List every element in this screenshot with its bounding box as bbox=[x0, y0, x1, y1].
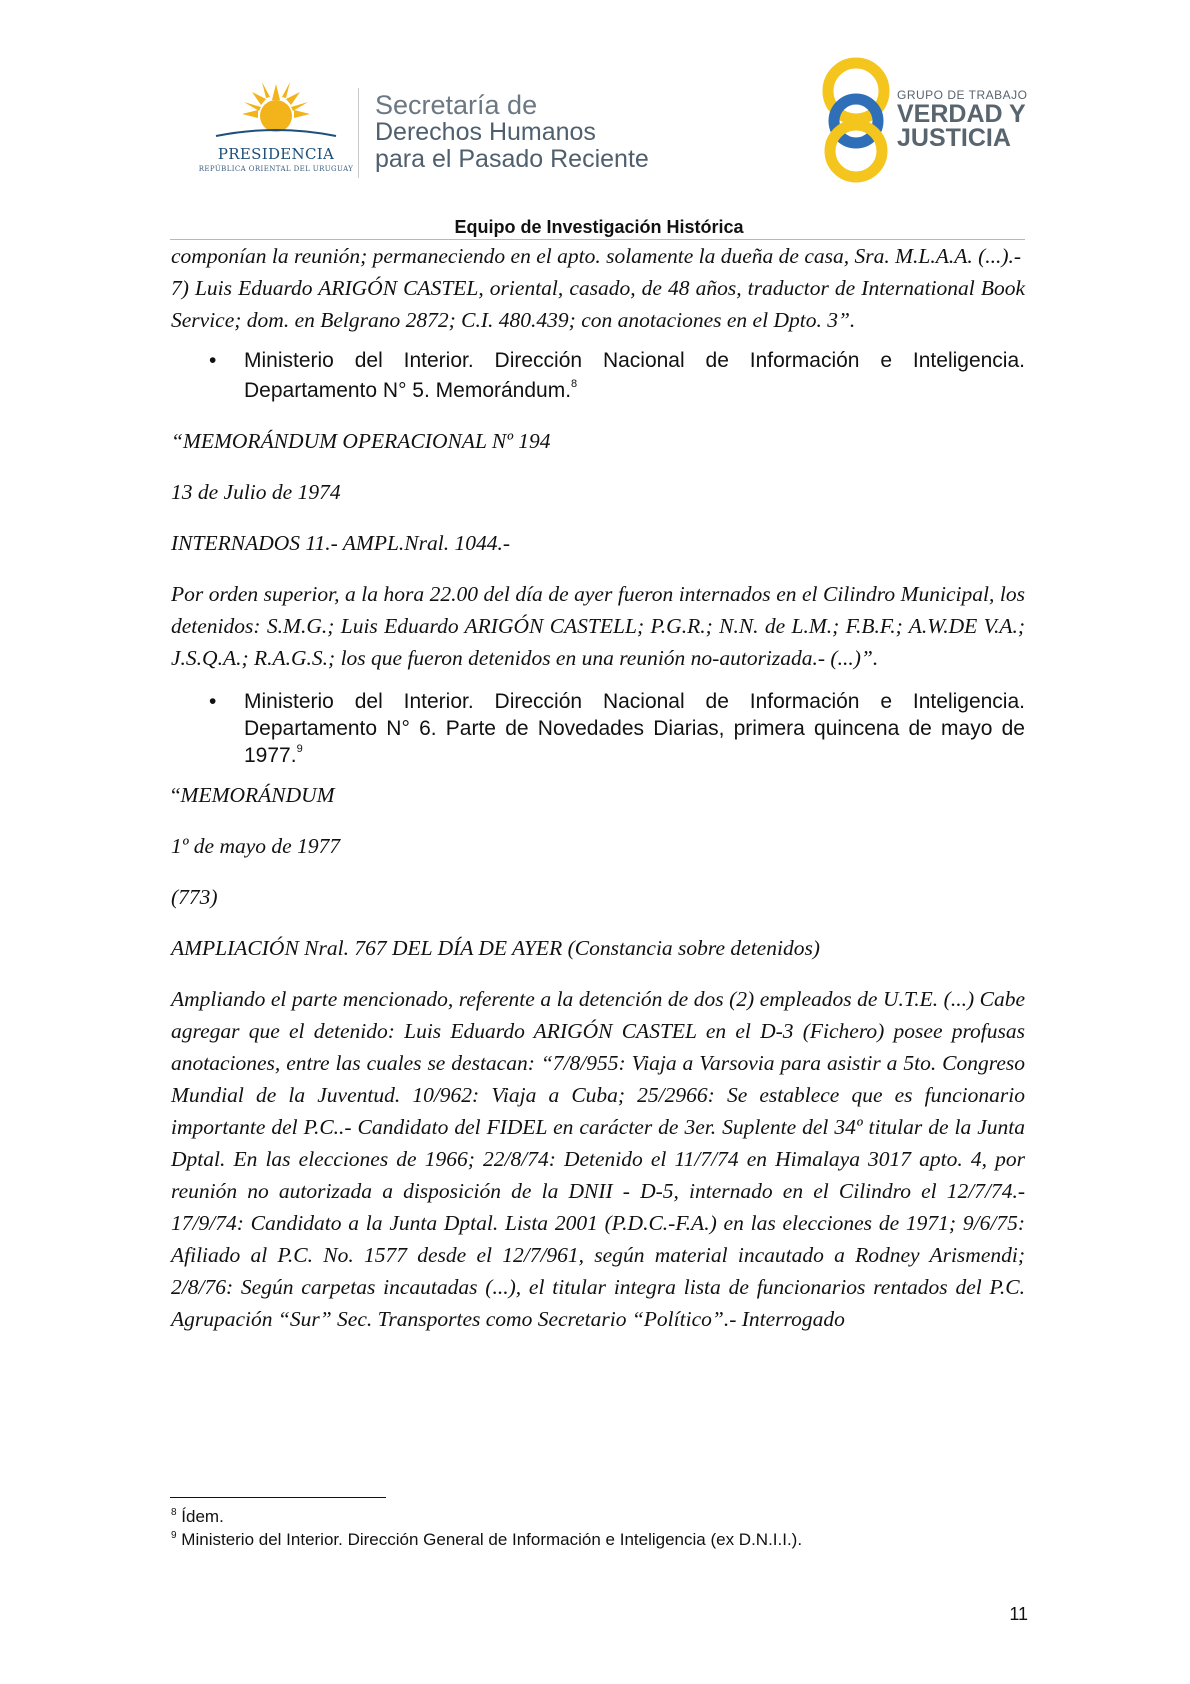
memo-2-body: Ampliando el parte mencionado, referente a la detención de dos (2) empleados de U.T.E. (...) Cabe agregar que el detenido: Luis Eduardo ARIGÓN CASTEL en el D-3 (Fichero) posee profusas anotaciones, entre las cuales se destacan: “7/8/955: Viaja a Varsovia para asistir a 5to. Congreso Mundial de la Juventud. 10/962: Viaja a Cuba; 25/2966: Se establece que es funcionario importante del P.C..- Candidato del FIDEL en carácter de 3er. Suplente del 34º titular de la Junta Dptal. En las elecciones de 1966; 22/8/74: Detenido el 11/7/74 en Himalaya 3017 apto. 4, por reunión no autorizada a disposición de la DNII - D-5, internado en el Cilindro el 12/7/74.- 17/9/74: Candidato a la Junta Dptal. Lista 2001 (P.D.C.-F.A.) en las elecciones de 1971; 9/6/75: Afiliado al P.C. No. 1577 desde el 12/7/961, según material incautado a Rodney Arismendi; 2/8/76: Según carpetas incautadas (...), el titular integra lista de funcionarios rentados del P.C. Agrupación “Sur” Sec. Transportes como Secretario “Político”.- Interrogado bbox=[171, 987, 1025, 1331]
secretaria-line-1: Secretaría de bbox=[375, 90, 538, 120]
presidencia-label: PRESIDENCIA bbox=[217, 145, 335, 163]
republica-label: REPÚBLICA ORIENTAL DEL URUGUAY bbox=[198, 165, 354, 173]
footnote-8-text: Ídem. bbox=[181, 1507, 224, 1526]
memo-2-number: (773) bbox=[171, 885, 218, 909]
secretaria-line-2: Derechos Humanos bbox=[375, 118, 596, 146]
footnotes bbox=[171, 1505, 1031, 1551]
memo-1-body: Por orden superior, a la hora 22.00 del día de ayer fueron internados en el Cilindro Municipal, los detenidos: S.M.G.; Luis Eduardo ARIGÓN CASTELL; P.G.R.; N.N. de L.M.; F.B.F.; A.W.DE V.A.; J.S.Q.A.; R.A.G.S.; los que fueron detenidos en una reunión no-autorizada.- (...)”. bbox=[171, 582, 1025, 670]
footnote-ref-8: 8 bbox=[571, 378, 578, 390]
source-bullet-2 bbox=[171, 688, 1025, 769]
verdad-justicia-text bbox=[897, 88, 1027, 150]
header-divider bbox=[358, 88, 359, 178]
memo-1-date: 13 de Julio de 1974 bbox=[171, 480, 341, 504]
memo-1-title: “MEMORÁNDUM OPERACIONAL Nº 194 bbox=[171, 429, 551, 453]
footnote-ref-9: 9 bbox=[296, 743, 303, 755]
page-header bbox=[0, 0, 1190, 200]
gtvj-line-1: GRUPO DE TRABAJO bbox=[897, 88, 1028, 102]
footnote-9 bbox=[171, 1528, 1031, 1551]
memo-1-internados: INTERNADOS 11.- AMPL.Nral. 1044.- bbox=[171, 531, 511, 555]
secretaria-logo-text bbox=[375, 92, 649, 173]
footnote-9-text: Ministerio del Interior. Dirección General de Información e Inteligencia (ex D.N.I.I.). bbox=[181, 1530, 803, 1549]
source-bullet-1 bbox=[171, 346, 1025, 406]
memo-2-title bbox=[171, 779, 1025, 811]
memo-2-ampliacion: AMPLIACIÓN Nral. 767 DEL DÍA DE AYER (Constancia sobre detenidos) bbox=[171, 936, 820, 960]
secretaria-line-3: para el Pasado Reciente bbox=[375, 145, 649, 173]
document-body bbox=[171, 240, 1025, 1335]
footnote-9-number: 9 bbox=[171, 1530, 177, 1541]
verdad-justicia-rings-icon bbox=[818, 55, 898, 185]
gtvj-line-2: VERDAD Y bbox=[897, 100, 1026, 128]
team-title: Equipo de Investigación Histórica bbox=[454, 217, 744, 237]
memo-2-date: 1º de mayo de 1977 bbox=[171, 834, 341, 858]
gtvj-line-3: JUSTICIA bbox=[897, 124, 1011, 152]
footnote-rule bbox=[170, 1497, 386, 1498]
paragraph-1: componían la reunión; permaneciendo en el apto. solamente la dueña de casa, Sra. M.L.A.A. (...).- bbox=[171, 244, 1022, 268]
bullet-2-text: Ministerio del Interior. Dirección Nacional de Información e Inteligencia. Departamento N° 6. Parte de Novedades Diarias, primera quincena de mayo de 1977. bbox=[244, 690, 1025, 767]
paragraph-2: 7) Luis Eduardo ARIGÓN CASTEL, oriental, casado, de 48 años, traductor de International Book Service; dom. en Belgrano 2872; C.I. 480.439; con anotaciones en el Dpto. 3”. bbox=[171, 276, 1025, 332]
bullet-1-text: Ministerio del Interior. Dirección Nacional de Información e Inteligencia. Departamento N° 5. Memorándum. bbox=[244, 349, 1025, 402]
page-number: 11 bbox=[1009, 1604, 1028, 1624]
footnote-8-number: 8 bbox=[171, 1507, 177, 1518]
bullet-icon: • bbox=[209, 690, 217, 713]
memo-2-open-quote: “ bbox=[171, 783, 181, 807]
memo-2-title-text: MEMORÁNDUM bbox=[180, 783, 335, 807]
footnote-8 bbox=[171, 1505, 1031, 1528]
bullet-icon: • bbox=[209, 349, 217, 372]
